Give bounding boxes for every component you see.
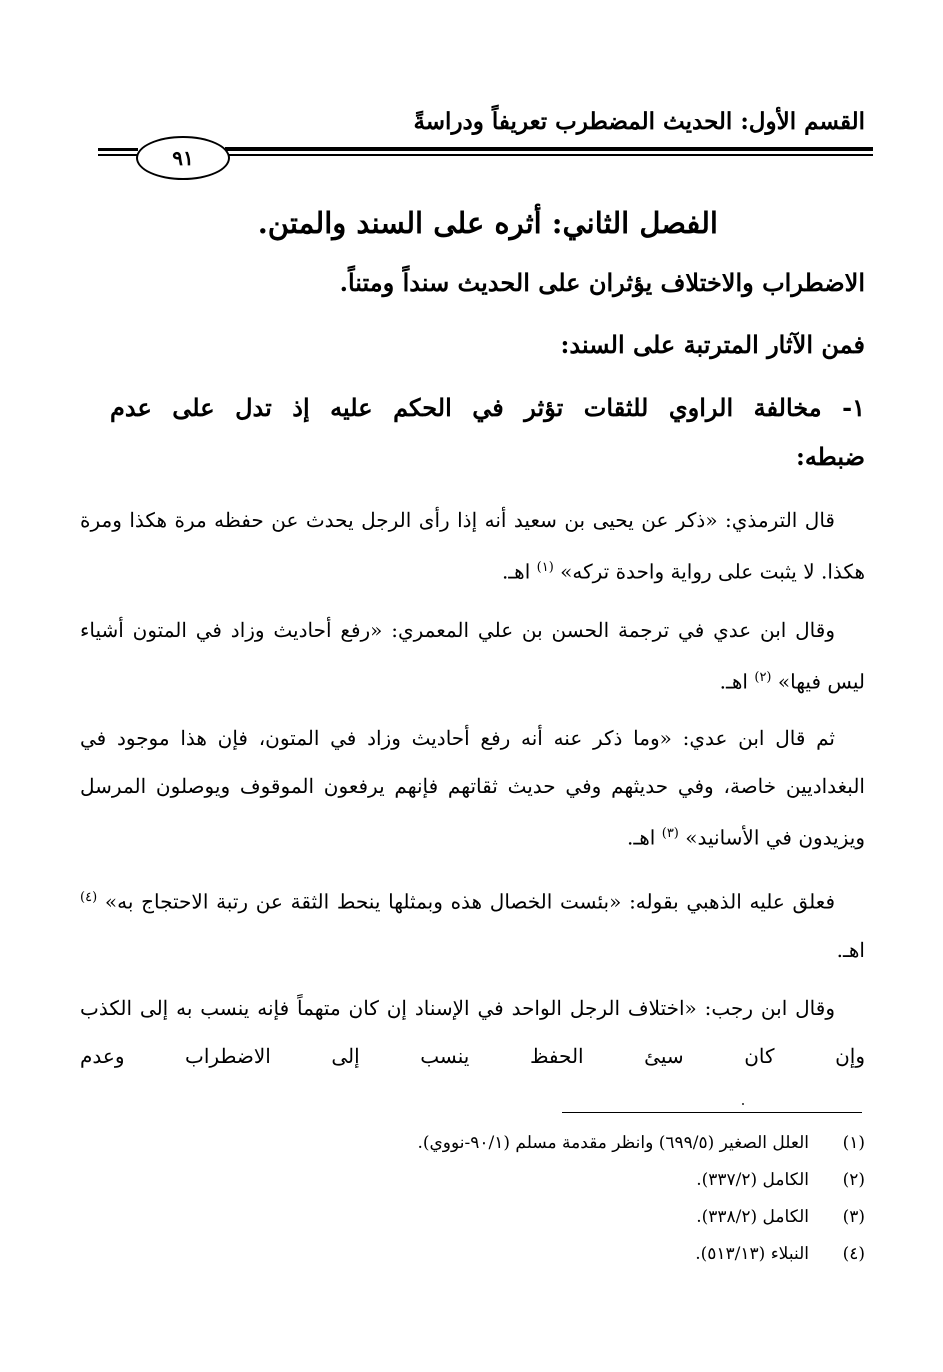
footnote-number: (١) (842, 1132, 865, 1153)
paragraph-end: اهـ. (836, 937, 865, 962)
footnote-number: (٤) (842, 1243, 865, 1264)
footnote-item (265, 1198, 865, 1235)
point-one-line2: ضبطه: (795, 442, 865, 471)
header-rule-left-thin (98, 154, 138, 156)
paragraph-ibn-adi (80, 606, 865, 706)
paragraph-tirmidhi (80, 496, 865, 596)
header-rule-thick (225, 147, 873, 151)
footnote-text: النبلاء (٥١٣/١٣). (695, 1243, 809, 1264)
ink-speck (742, 1103, 744, 1105)
page-number-badge (136, 136, 230, 180)
point-one-line1: ١- مخالفة الراوي للثقات تؤثر في الحكم عليه إذ تدل على عدم (110, 393, 865, 422)
footnote-number: (٣) (842, 1206, 865, 1227)
page-number: ٩١ (172, 146, 194, 170)
paragraph-text: ثم قال ابن عدي: «وما ذكر عنه أنه رفع أحاديث وزاد في المتون، فإن هذا موجود في البغداديين خاصة، وفي حديثهم وفي حديث ثقاتهم فإنهم يرفعون الموقوف ويوصلون المرسل ويزيدون في الأسانيد» (80, 726, 865, 850)
running-title: القسم الأول: الحديث المضطرب تعريفاً ودراسةً (413, 108, 865, 135)
footnote-item (265, 1124, 865, 1161)
footnote-item (265, 1235, 865, 1272)
chapter-title: الفصل الثاني: أثره على السند والمتن. (257, 206, 718, 240)
footnote-text: الكامل (٣٣٨/٢). (696, 1206, 809, 1227)
paragraph-dhahabi (80, 874, 865, 974)
footnote-item (265, 1161, 865, 1198)
footnote-ref: (١) (536, 560, 554, 575)
footnote-ref: (٤) (80, 890, 98, 905)
intro-line: الاضطراب والاختلاف يؤثران على الحديث سنداً ومتناً. (339, 268, 865, 297)
paragraph-end: اهـ. (627, 825, 662, 850)
paragraph-text: وقال ابن عدي في ترجمة الحسن بن علي المعمري: «رفع أحاديث وزاد في المتون أشياء ليس فيها» (80, 618, 865, 694)
paragraph-end: اهـ. (501, 559, 537, 584)
paragraph-ibn-rajab (80, 984, 865, 1080)
paragraph-ibn-adi-2 (80, 714, 865, 862)
paragraph-text: قال الترمذي: «ذكر عن يحيى بن سعيد أنه إذا رأى الرجل يحدث عن حفظه مرة هكذا ومرة هكذا. لا يثبت على رواية واحدة تركه» (80, 508, 865, 584)
header-rule-left (98, 148, 138, 151)
header-rule-thin (225, 154, 873, 156)
footnote-number: (٢) (842, 1169, 865, 1190)
footnote-ref: (٣) (661, 826, 679, 841)
footnotes (265, 1124, 865, 1272)
paragraph-text: وقال ابن رجب: «اختلاف الرجل الواحد في الإسناد إن كان متهماً فإنه ينسب به إلى الكذب وإن كان سيئ الحفظ ينسب إلى الاضطراب وعدم (80, 996, 865, 1068)
subheading: فمن الآثار المترتبة على السند: (560, 330, 865, 359)
paragraph-end: اهـ. (719, 669, 755, 694)
footnote-ref: (٢) (754, 670, 772, 685)
paragraph-text: فعلق عليه الذهبي بقوله: «بئست الخصال هذه وبمثلها ينحط الثقة عن رتبة الاحتجاج به» (104, 889, 836, 914)
footnote-separator (562, 1112, 862, 1113)
footnote-text: العلل الصغير (٦٩٩/٥) وانظر مقدمة مسلم (٩٠/١-نووي). (417, 1132, 809, 1153)
footnote-text: الكامل (٣٣٧/٢). (696, 1169, 809, 1190)
